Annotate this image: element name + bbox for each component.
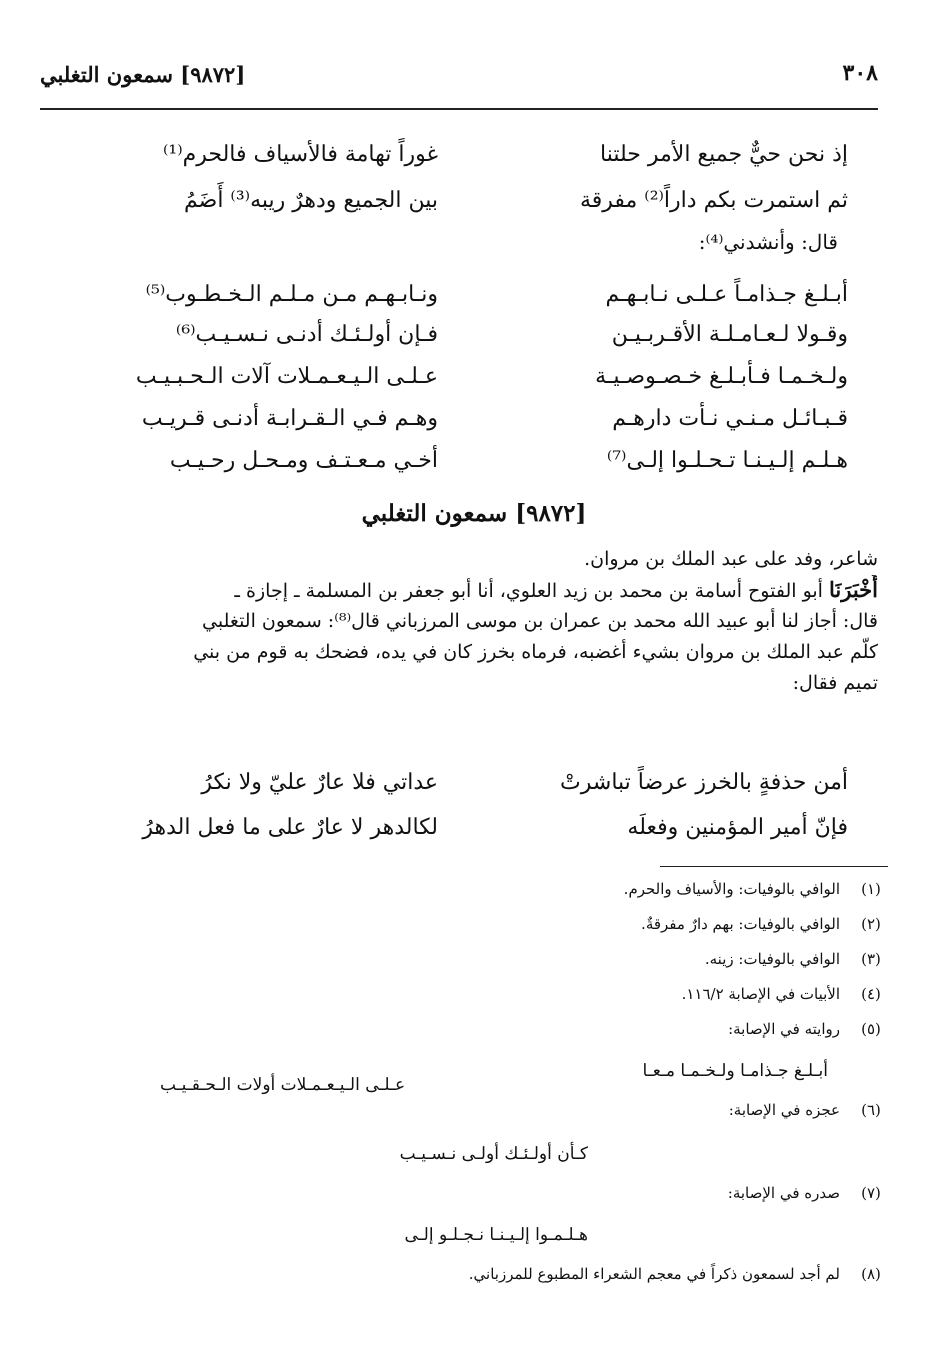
footnote: [40, 1101, 888, 1136]
footnote-number: (١): [861, 880, 881, 898]
verse-first-hemistich: ولـخـمـا فـأبـلـغ خـصـوصـيـة: [595, 364, 848, 389]
verse-line: [98, 282, 848, 322]
verse-line: [98, 188, 848, 228]
footnote-verse-line: هـلـمـوا إلـيـنـا نـجـلـو إلـى: [404, 1225, 588, 1245]
footnote-text: عجزه في الإصابة:: [728, 1101, 840, 1119]
paragraph-line: قال: أجاز لنا أبو عبيد الله محمد بن عمران بن موسى المرزباني قال⁽⁸⁾: سمعون التغلبي: [202, 610, 878, 632]
footnote: [40, 915, 888, 950]
footnote-divider: [660, 866, 888, 867]
verse-second-hemistich: عـلـى الـيـعـمـلات آلات الـحـبـيـب: [135, 364, 438, 389]
footnote: [40, 950, 888, 985]
verse-second-hemistich: غوراً تهامة فالأسياف فالحرم⁽¹⁾: [162, 142, 438, 167]
verse-line: [98, 322, 848, 362]
verse-first-hemistich: أمن حذفةٍ بالخرز عرضاً تباشرتْ: [560, 770, 848, 795]
footnote-verse: [40, 1136, 888, 1184]
footnote: [40, 1020, 888, 1055]
intro-line: قال: وأنشدني⁽⁴⁾:: [698, 230, 838, 254]
footnote-number: (٨): [861, 1265, 881, 1283]
verse-line: [98, 142, 848, 182]
verse-first-hemistich: إذ نحن حيٌّ جميع الأمر حلتنا: [600, 142, 848, 167]
header-divider: [40, 108, 878, 110]
biography-text: [40, 544, 878, 699]
footnote-number: (٧): [861, 1184, 881, 1202]
footnote-text: الوافي بالوفيات: زينه.: [704, 950, 840, 968]
footnote: [40, 1265, 888, 1300]
lead-word: أَخْبَرَنَا: [829, 577, 878, 602]
running-title: [٩٨٧٢] سمعون التغلبي: [40, 62, 246, 87]
footnote-verse-first: أبـلـغ جـذامـا ولـخـمـا مـعـا: [642, 1061, 828, 1081]
verse-first-hemistich: فإنّ أمير المؤمنين وفعلَه: [627, 815, 848, 840]
verse-second-hemistich: أخـي مـعـتـف ومـحـل رحـيـب: [169, 448, 438, 473]
verse-second-hemistich: فـإن أولـئـك أدنـى نـسـيـب⁽⁶⁾: [175, 322, 438, 347]
verse-first-hemistich: وقـولا لـعـامـلـة الأقـربـيـن: [611, 322, 848, 347]
footnote-text: الوافي بالوفيات: بهم دارٌ مفرقةٌ.: [641, 915, 840, 933]
footnote: [40, 985, 888, 1020]
verse-second-hemistich: بين الجميع ودهرٌ ريبه⁽³⁾ أَضَمُ: [184, 188, 438, 213]
footnote-number: (٦): [861, 1101, 881, 1119]
footnote-verse: [40, 1055, 888, 1101]
section-title: [٩٨٧٢] سمعون التغلبي: [361, 500, 587, 527]
footnote-verse-second: عـلـى الـيـعـمـلات أولات الـحـقـيـب: [160, 1075, 406, 1095]
verse-second-hemistich: ونـابـهـم مـن مـلـم الـخـطـوب⁽⁵⁾: [145, 282, 438, 307]
footnote-text: لم أجد لسمعون ذكراً في معجم الشعراء المطبوع للمرزباني.: [468, 1265, 840, 1283]
footnote-verse: [40, 1219, 888, 1265]
verse-first-hemistich: ثم استمرت بكم داراً⁽²⁾ مفرقة: [579, 188, 848, 213]
footnote: [40, 880, 888, 915]
footnote-number: (٤): [861, 985, 881, 1003]
footnote: [40, 1184, 888, 1219]
verse-line: [98, 448, 848, 488]
verse-first-hemistich: هـلـم إلـيـنـا تـحـلـوا إلـى⁽⁷⁾: [606, 448, 848, 473]
footnote-number: (٥): [861, 1020, 881, 1038]
page-header: [40, 58, 878, 102]
verse-line: [98, 815, 848, 855]
verse-second-hemistich: عداتي فلا عارٌ عليّ ولا نكرُ: [201, 770, 438, 795]
verse-second-hemistich: وهـم فـي الـقـرابـة أدنـى قـريـب: [141, 406, 438, 431]
verse-first-hemistich: أبـلـغ جـذامـاً عـلـى نـابـهـم: [605, 282, 848, 307]
paragraph-line: كلّم عبد الملك بن مروان بشيء أغضبه، فرماه بخرز كان في يده، فضحك به قوم من بني: [193, 641, 878, 663]
paragraph-line-text: أبو الفتوح أسامة بن محمد بن زيد العلوي، أنا أبو جعفر بن المسلمة ـ إجازة ـ: [234, 580, 823, 602]
footnote-verse-line: كـأن أولـئـك أولـى نـسـيـب: [399, 1144, 588, 1164]
footnote-text: صدره في الإصابة:: [727, 1184, 840, 1202]
footnote-text: الوافي بالوفيات: والأسياف والحرم.: [623, 880, 840, 898]
verse-line: [98, 770, 848, 810]
verse-line: [98, 364, 848, 404]
footnote-text: الأبيات في الإصابة ١١٦/٢.: [681, 985, 840, 1003]
verse-second-hemistich: لكالدهر لا عارٌ على ما فعل الدهرُ: [142, 815, 438, 840]
paragraph-line: [40, 575, 878, 606]
footnote-number: (٢): [861, 915, 881, 933]
paragraph-line: شاعر، وفد على عبد الملك بن مروان.: [584, 548, 878, 570]
verse-line: [98, 406, 848, 446]
footnote-number: (٣): [861, 950, 881, 968]
paragraph-line: تميم فقال:: [792, 672, 878, 694]
page-number: ٣٠٨: [842, 60, 878, 86]
footnotes: [40, 880, 888, 1300]
verse-first-hemistich: قـبـائـل مـنـي نـأت دارهـم: [612, 406, 848, 431]
footnote-text: روايته في الإصابة:: [728, 1020, 840, 1038]
